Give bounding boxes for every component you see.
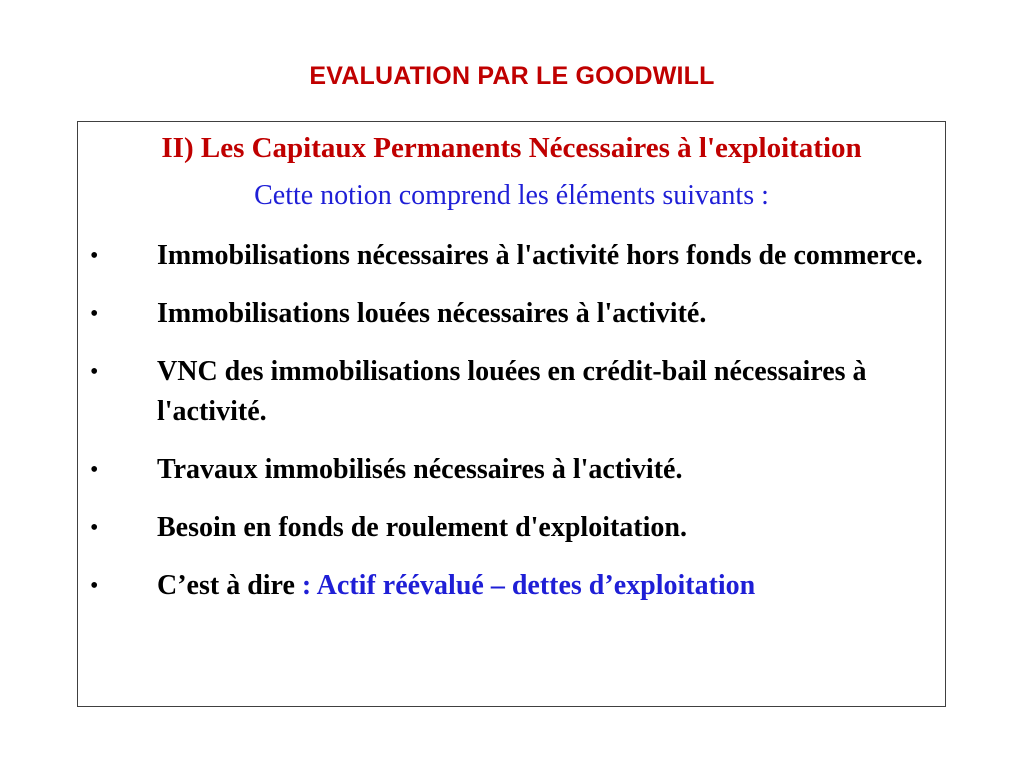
intro-line: Cette notion comprend les éléments suivants : [254, 180, 769, 211]
bullet-text: Travaux immobilisés nécessaires à l'activité. [157, 454, 683, 485]
bullet-text [157, 570, 755, 601]
bullet-item [78, 450, 945, 490]
bullet-item [78, 236, 945, 276]
bullet-text: VNC des immobilisations louées en crédit-bail nécessaires à l'activité. [157, 356, 867, 427]
bullet-prefix: C’est à dire [157, 570, 302, 601]
bullet-dot-icon: • [90, 243, 99, 269]
bullet-item [78, 294, 945, 334]
bullet-list [78, 236, 945, 624]
bullet-text: Immobilisations nécessaires à l'activité hors fonds de commerce. [157, 240, 923, 271]
bullet-dot-icon: • [90, 301, 99, 327]
content-box [77, 121, 946, 707]
bullet-highlight: : Actif réévalué – dettes d’exploitation [301, 570, 756, 601]
bullet-dot-icon: • [90, 515, 99, 541]
bullet-item [78, 566, 945, 606]
section-heading: II) Les Capitaux Permanents Nécessaires à l'exploitation [161, 132, 862, 164]
bullet-dot-icon: • [90, 573, 99, 599]
bullet-text: Besoin en fonds de roulement d'exploitation. [157, 512, 687, 543]
bullet-item [78, 508, 945, 548]
bullet-text: Immobilisations louées nécessaires à l'activité. [157, 298, 707, 329]
slide-title: EVALUATION PAR LE GOODWILL [309, 62, 715, 90]
bullet-dot-icon: • [90, 457, 99, 483]
bullet-dot-icon: • [90, 359, 99, 385]
bullet-item [78, 352, 945, 432]
